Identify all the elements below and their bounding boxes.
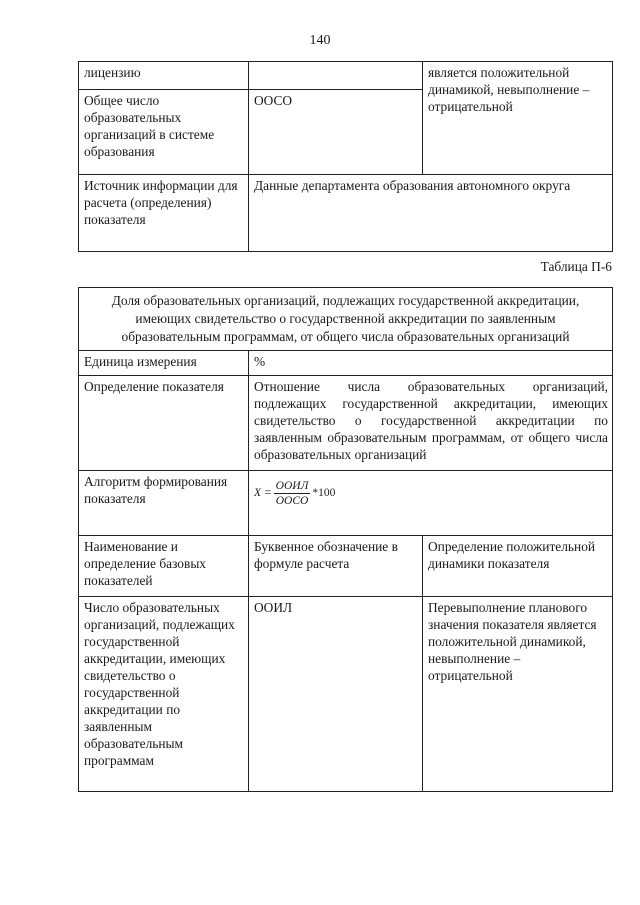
table-row bbox=[79, 376, 613, 471]
table-caption: Таблица П-6 bbox=[540, 259, 612, 274]
table-cell: Алгоритм формирования показателя bbox=[79, 471, 249, 536]
table-cell: Отношение числа образовательных организаций, подлежащих государственной аккредитации, имеющих свидетельство о государственной аккредитации по заявленным образовательным программам, от общего числа образовательных организаций bbox=[249, 376, 613, 471]
table-row bbox=[79, 175, 613, 252]
table-cell: Общее число образовательных организаций в системе образования bbox=[79, 90, 249, 175]
formula bbox=[254, 479, 608, 508]
table-cell: Единица измерения bbox=[79, 351, 249, 376]
table-cell: Определение показателя bbox=[79, 376, 249, 471]
table-cell: является положительной динамикой, невыполнение – отрицательной bbox=[423, 62, 613, 175]
table-header-cell: Определение положительной динамики показателя bbox=[423, 536, 613, 597]
table-row bbox=[79, 536, 613, 597]
formula-denominator: ООСО bbox=[275, 495, 309, 507]
table-header-cell: Наименование и определение базовых показателей bbox=[79, 536, 249, 597]
table-row bbox=[79, 597, 613, 792]
table-cell: лицензию bbox=[79, 62, 249, 90]
table-cell: ООСО bbox=[249, 90, 423, 175]
table-row bbox=[79, 351, 613, 376]
formula-numerator: ООИЛ bbox=[275, 480, 309, 492]
indicator-passport-table bbox=[78, 287, 613, 792]
table-cell: Источник информации для расчета (определения) показателя bbox=[79, 175, 249, 252]
formula-multiplier: *100 bbox=[312, 487, 336, 499]
table-row bbox=[79, 62, 613, 90]
table-cell: Перевыполнение планового значения показателя является положительной динамикой, невыполнение – отрицательной bbox=[423, 597, 613, 792]
indicator-title: Доля образовательных организаций, подлежащих государственной аккредитации, имеющих свидетельство о государственной аккредитации по заявленным образовательным программам, от общего числа образовательных организаций bbox=[79, 288, 613, 351]
continued-indicator-table bbox=[78, 61, 613, 252]
page-number: 140 bbox=[309, 33, 331, 48]
formula-lhs: X = bbox=[254, 487, 272, 499]
table-row bbox=[79, 471, 613, 536]
table-cell bbox=[249, 62, 423, 90]
table-cell: Данные департамента образования автономного округа bbox=[249, 175, 613, 252]
table-header-cell: Буквенное обозначение в формуле расчета bbox=[249, 536, 423, 597]
formula-cell bbox=[249, 471, 613, 536]
formula-fraction bbox=[274, 479, 311, 508]
table-row bbox=[79, 288, 613, 351]
table-cell: % bbox=[249, 351, 613, 376]
table-cell: ООИЛ bbox=[249, 597, 423, 792]
table-cell: Число образовательных организаций, подлежащих государственной аккредитации, имеющих свидетельство о государственной аккредитации по заявленным образовательным программам bbox=[79, 597, 249, 792]
